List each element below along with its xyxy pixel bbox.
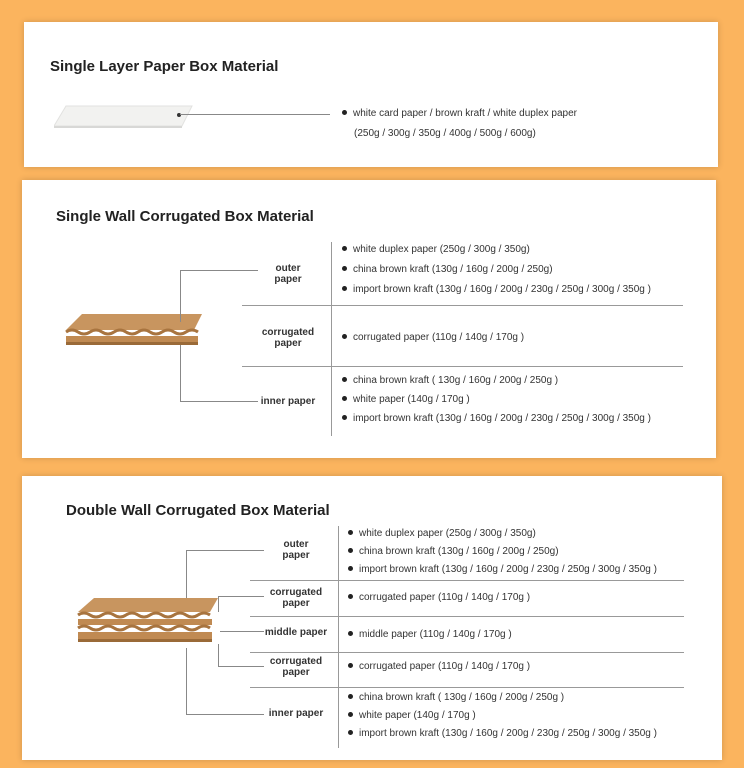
double-wall-panel bbox=[22, 476, 722, 760]
double-wall-corr2-vline bbox=[218, 644, 219, 666]
double-wall-outer-hline bbox=[186, 550, 264, 551]
double-wall-inner-vline bbox=[186, 648, 187, 714]
single-wall-row-divider-1 bbox=[242, 305, 683, 306]
double-wall-corr2-hline bbox=[218, 666, 264, 667]
double-wall-corrugated-label-1: corrugated paper bbox=[269, 587, 323, 609]
double-wall-corr1-hline bbox=[218, 596, 264, 597]
double-wall-inner-item: white paper (140g / 170g ) bbox=[348, 710, 476, 721]
single-layer-title: Single Layer Paper Box Material bbox=[50, 58, 279, 75]
double-wall-corrugated-label-2: corrugated paper bbox=[269, 656, 323, 678]
single-wall-column-divider bbox=[331, 242, 332, 436]
double-wall-column-divider bbox=[338, 526, 339, 748]
single-wall-outer-label: outer paper bbox=[274, 263, 302, 285]
double-wall-row-divider-2 bbox=[250, 616, 684, 617]
single-layer-sheet-illustration bbox=[54, 104, 194, 132]
single-wall-outer-item: white duplex paper (250g / 300g / 350g) bbox=[342, 244, 530, 255]
single-wall-row-divider-2 bbox=[242, 366, 683, 367]
single-wall-inner-item: white paper (140g / 170g ) bbox=[342, 394, 470, 405]
single-wall-outer-hline bbox=[180, 270, 258, 271]
double-wall-inner-item: china brown kraft ( 130g / 160g / 200g / 250g ) bbox=[348, 692, 564, 703]
single-wall-corrugated-label: corrugated paper bbox=[261, 327, 315, 349]
double-wall-outer-vline bbox=[186, 550, 187, 598]
single-wall-outer-item: china brown kraft (130g / 160g / 200g / 250g) bbox=[342, 264, 553, 275]
single-wall-inner-item: china brown kraft ( 130g / 160g / 200g / 250g ) bbox=[342, 375, 558, 386]
single-wall-outer-item: import brown kraft (130g / 160g / 200g / 230g / 250g / 300g / 350g ) bbox=[342, 284, 651, 295]
double-wall-inner-item: import brown kraft (130g / 160g / 200g / 230g / 250g / 300g / 350g ) bbox=[348, 728, 657, 739]
single-wall-panel bbox=[22, 180, 716, 458]
single-wall-inner-label: inner paper bbox=[260, 396, 316, 407]
double-wall-outer-label: outer paper bbox=[282, 539, 310, 561]
double-wall-inner-hline bbox=[186, 714, 264, 715]
single-wall-title: Single Wall Corrugated Box Material bbox=[56, 208, 314, 225]
double-wall-row-divider-1 bbox=[250, 580, 684, 581]
single-wall-outer-vline bbox=[180, 270, 181, 322]
double-wall-outer-item: import brown kraft (130g / 160g / 200g / 230g / 250g / 300g / 350g ) bbox=[348, 564, 657, 575]
double-wall-corrugated-item-1: corrugated paper (110g / 140g / 170g ) bbox=[348, 592, 530, 603]
double-wall-outer-item: china brown kraft (130g / 160g / 200g / 250g) bbox=[348, 546, 559, 557]
double-wall-outer-item: white duplex paper (250g / 300g / 350g) bbox=[348, 528, 536, 539]
single-layer-materials: white card paper / brown kraft / white duplex paper bbox=[342, 108, 577, 119]
double-wall-corrugated-item-2: corrugated paper (110g / 140g / 170g ) bbox=[348, 661, 530, 672]
double-wall-middle-label: middle paper bbox=[264, 627, 328, 638]
single-wall-corrugated-item: corrugated paper (110g / 140g / 170g ) bbox=[342, 332, 524, 343]
single-wall-inner-vline bbox=[180, 345, 181, 401]
single-layer-panel bbox=[24, 22, 718, 167]
single-layer-leader-line bbox=[180, 114, 330, 115]
single-wall-inner-item: import brown kraft (130g / 160g / 200g / 230g / 250g / 300g / 350g ) bbox=[342, 413, 651, 424]
double-wall-row-divider-3 bbox=[250, 652, 684, 653]
double-wall-middle-item: middle paper (110g / 140g / 170g ) bbox=[348, 629, 512, 640]
double-wall-board-illustration bbox=[74, 594, 224, 654]
single-wall-board-illustration bbox=[62, 308, 207, 358]
single-wall-inner-hline bbox=[180, 401, 258, 402]
double-wall-inner-label: inner paper bbox=[268, 708, 324, 719]
double-wall-row-divider-4 bbox=[250, 687, 684, 688]
single-layer-weights: (250g / 300g / 350g / 400g / 500g / 600g) bbox=[354, 128, 536, 139]
double-wall-title: Double Wall Corrugated Box Material bbox=[66, 502, 330, 519]
double-wall-corr1-vline bbox=[218, 596, 219, 612]
